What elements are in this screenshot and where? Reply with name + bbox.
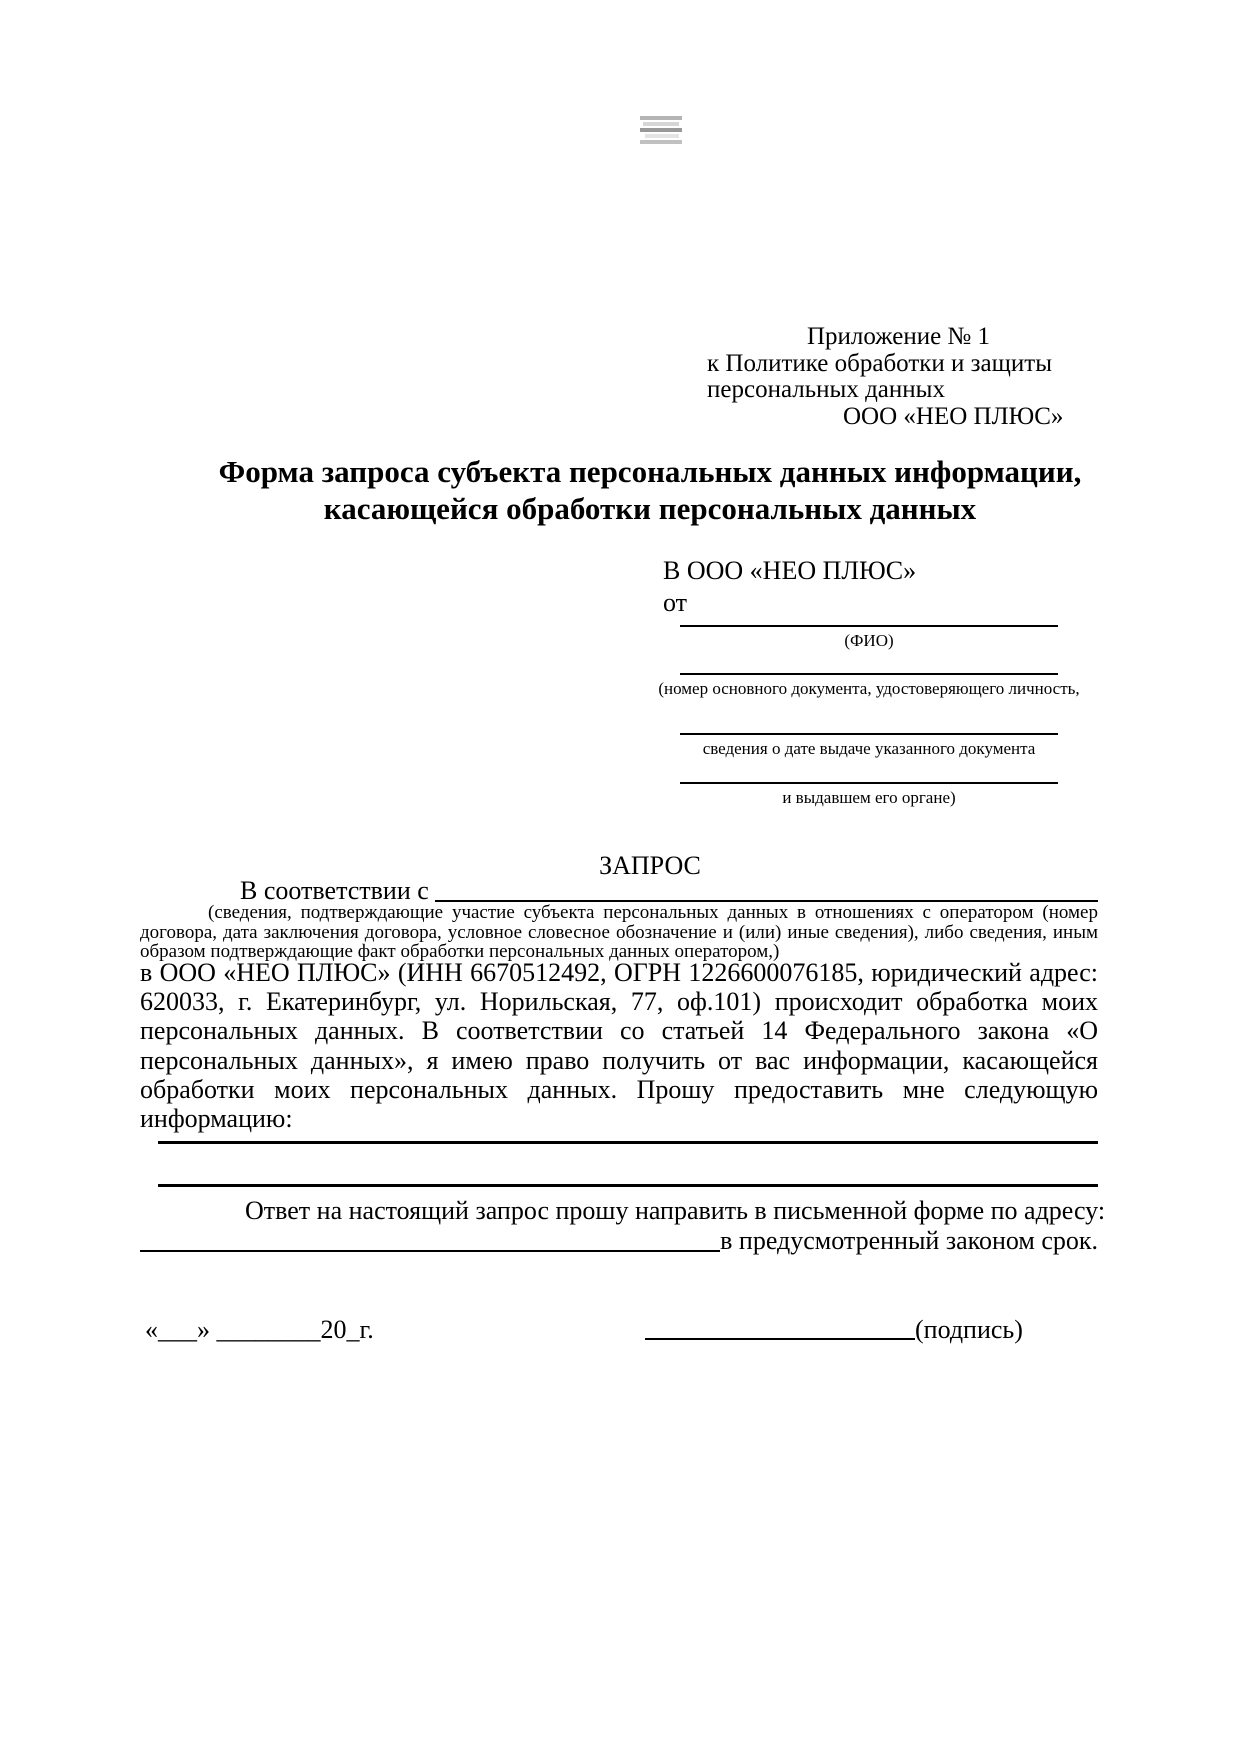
blank-line xyxy=(140,1250,720,1252)
document-title-line: Форма запроса субъекта персональных данных информации, xyxy=(218,454,1082,489)
appendix-line: персональных данных xyxy=(707,376,945,403)
appendix-line: ООО «НЕО ПЛЮС» xyxy=(843,402,1064,430)
intro-prefix: В соответствии с xyxy=(240,876,436,905)
fio-caption: (ФИО) xyxy=(844,631,894,650)
document-title-line: касающейся обработки персональных данных xyxy=(323,491,977,526)
logo-stripe xyxy=(640,128,682,132)
reply-address-line: Ответ на настоящий запрос прошу направить в письменной форме по адресу: xyxy=(245,1196,1106,1225)
appendix-reference-block xyxy=(707,324,1063,430)
logo-stripe xyxy=(645,134,679,138)
signature-blank-line xyxy=(645,1338,915,1340)
fine-print-note: (сведения, подтверждающие участие субъекта персональных данных в отношениях с оператором (номер договора, дата заключения договора, условное словесное обозначение и (или) иные сведения), либо сведения, иным образом подтверждающие факт обработки персональных данных оператором,) xyxy=(140,902,1098,962)
fio-blank-line xyxy=(680,625,1058,650)
document-number-blank-line xyxy=(658,673,1080,698)
issuing-authority-blank-line xyxy=(680,782,1058,807)
appendix-line: Приложение № 1 xyxy=(807,323,991,350)
logo-stripe xyxy=(640,140,682,144)
addressee-organization: В ООО «НЕО ПЛЮС» xyxy=(663,556,917,585)
issuing-authority-caption: и выдавшем его органе) xyxy=(782,788,956,807)
appendix-line: к Политике обработки и защиты xyxy=(707,349,1053,377)
addressee-from-label: от xyxy=(663,588,688,617)
issue-date-caption: сведения о дате выдаче указанного документа xyxy=(702,739,1036,758)
request-heading: ЗАПРОС xyxy=(599,851,701,880)
document-title xyxy=(180,453,1120,527)
blank-line xyxy=(158,1184,1098,1187)
reply-deadline-line xyxy=(140,1226,1098,1256)
document-number-caption: (номер основного документа, удостоверяющего личность, xyxy=(658,679,1080,698)
signature-caption: (подпись) xyxy=(915,1315,1023,1344)
issue-date-blank-line xyxy=(680,733,1058,758)
logo-stripe xyxy=(643,122,680,126)
date-blank-line: «___» ________20_г. xyxy=(145,1315,374,1344)
blank-line xyxy=(158,1141,1098,1144)
reply-deadline-text: в предусмотренный законом срок. xyxy=(720,1226,1098,1255)
letterhead-gray-mark-icon xyxy=(640,116,682,144)
logo-stripe xyxy=(640,116,682,120)
request-body-paragraph: в ООО «НЕО ПЛЮС» (ИНН 6670512492, ОГРН 1226600076185, юридический адрес: 620033, г. Екатеринбург, ул. Норильская, 77, оф.101) происходит обработка моих персональных данных. В соответствии со статьей 14 Федерального закона «О персональных данных», я имею право получить от вас информации, касающейся обработки моих персональных данных. Прошу предоставить мне следующую информацию: xyxy=(140,958,1098,1134)
